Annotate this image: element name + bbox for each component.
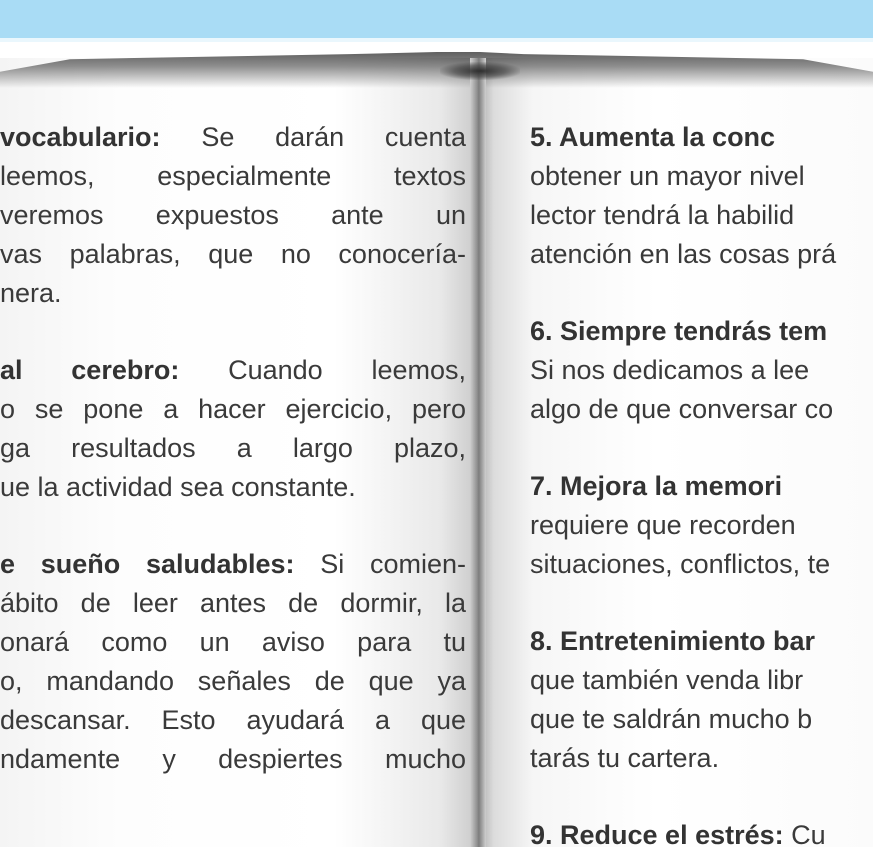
bold-heading: al cerebro: [0,355,180,385]
paragraph-7-memoria [530,467,873,584]
text-line [530,157,873,196]
text-line [0,701,466,740]
text-line [530,390,873,429]
line-text: tarás tu cartera. [530,743,720,773]
line-text: Si comien- [294,549,466,579]
text-line [530,467,873,506]
line-text: situaciones, conflictos, te [530,549,831,579]
top-band-edge [0,38,873,42]
text-line [530,700,873,739]
line-text: ndamente y despiertes mucho [0,744,466,774]
book-spine-top [440,62,520,80]
text-line [530,506,873,545]
line-text: algo de que conversar co [530,394,834,424]
text-line [530,312,873,351]
line-text: ábito de leer antes de dormir, la [0,588,466,618]
text-line [0,662,466,701]
line-text: vas palabras, que no conocería- [0,239,466,269]
line-text: ga resultados a largo plazo, [0,433,466,463]
line-text: Cuando leemos, [179,355,466,385]
line-text: o se pone a hacer ejercicio, pero [0,394,466,424]
left-page-text [0,118,466,817]
text-line [0,274,466,313]
paragraph-sueno [0,545,466,779]
paragraph-6-temas [530,312,873,429]
line-text: requiere que recorden [530,510,796,540]
text-line [530,118,873,157]
text-line [0,584,466,623]
line-text: descansar. Esto ayudará a que [0,705,466,735]
paragraph-5-concentracion [530,118,873,274]
text-line [0,390,466,429]
text-line [0,157,466,196]
bold-heading: 9. Reduce el estrés: [530,820,784,847]
text-line [530,351,873,390]
text-line [530,622,873,661]
line-text: que también venda libr [530,665,804,695]
bold-heading: 5. Aumenta la conc [530,122,776,152]
line-text: Si nos dedicamos a lee [530,355,810,385]
text-line [0,196,466,235]
right-page-text [530,118,873,847]
line-text: onará como un aviso para tu [0,627,466,657]
paragraph-cerebro [0,351,466,507]
line-text: que te saldrán mucho b [530,704,813,734]
line-text: Se darán cuenta [160,122,466,152]
text-line [0,468,466,507]
text-line [0,545,466,584]
text-line [0,351,466,390]
bold-heading: e sueño saludables: [0,549,295,579]
bold-heading: 6. Siempre tendrás tem [530,316,828,346]
line-text: leemos, especialmente textos [0,161,466,191]
text-line [530,196,873,235]
bold-heading: 7. Mejora la memori [530,471,783,501]
text-line [530,816,873,847]
paragraph-vocabulario [0,118,466,313]
text-line [0,740,466,779]
line-text: o, mandando señales de que ya [0,666,466,696]
text-line [0,118,466,157]
line-text: nera. [0,278,62,308]
line-text: Cu [783,820,826,847]
text-line [0,623,466,662]
line-text: obtener un mayor nivel [530,161,805,191]
paragraph-8-entretenimiento [530,622,873,778]
text-line [530,235,873,274]
text-line [0,235,466,274]
line-text: veremos expuestos ante un [0,200,466,230]
text-line [0,429,466,468]
top-color-band [0,0,873,38]
bold-heading: vocabulario: [0,122,161,152]
paragraph-9-estres [530,816,873,847]
line-text: atención en las cosas prá [530,239,837,269]
text-line [530,739,873,778]
book-spine [470,58,486,847]
text-line [530,661,873,700]
bold-heading: 8. Entretenimiento bar [530,626,816,656]
line-text: ue la actividad sea constante. [0,472,356,502]
text-line [530,545,873,584]
line-text: lector tendrá la habilid [530,200,795,230]
